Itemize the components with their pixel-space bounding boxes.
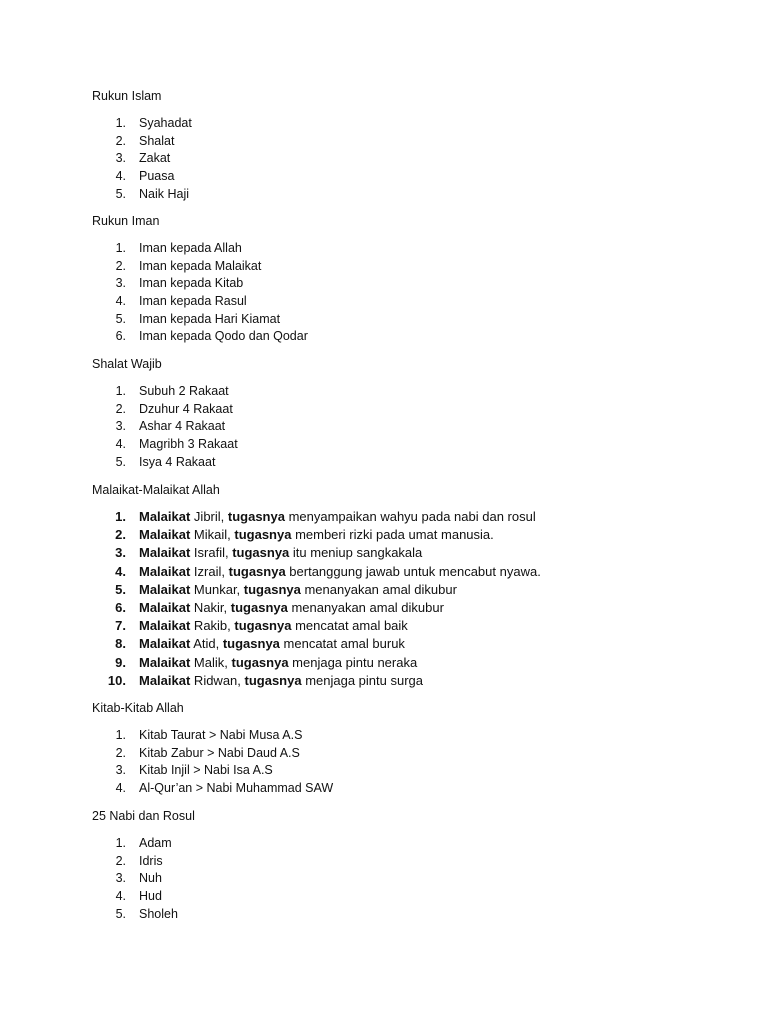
section-shalat-wajib: Shalat Wajib 1. Subuh 2 Rakaat 2. Dzuhur 4 Rakaat 3. Ashar 4 Rakaat 4. Magribh 3 Rakaat 5. Isya 4 Rakaat bbox=[92, 356, 732, 372]
section-heading: Shalat Wajib bbox=[92, 357, 162, 371]
section-heading: Malaikat-Malaikat Allah bbox=[92, 483, 220, 497]
section-nabi-rosul: 25 Nabi dan Rosul 1. Adam 2. Idris 3. Nuh 4. Hud 5. Sholeh bbox=[92, 808, 732, 824]
section-heading: Rukun Iman bbox=[92, 214, 160, 228]
section-rukun-islam: Rukun Islam 1. Syahadat 2. Shalat 3. Zakat 4. Puasa 5. Naik Haji bbox=[92, 88, 732, 104]
section-malaikat: Malaikat-Malaikat Allah 1. Malaikat Jibril, tugasnya menyampaikan wahyu pada nabi dan rosul 2. Malaikat Mikail, tugasnya memberi rizki pada umat manusia. 3. Malaikat Israfil, tugasnya itu meniup sangkakala 4. Malaikat Izrail, tugasnya bertanggung jawab untuk mencabut nyawa. 5. Malaikat Munkar, tugasnya menanyakan amal dikubur 6. Malaikat Nakir, tugasnya menanyakan amal dikubur 7. Malaikat Rakib, tugasnya mencatat amal baik 8. Malaikat Atid, tugasnya mencatat amal buruk 9. Malaikat Malik, tugasnya menjaga pintu neraka 10. Malaikat Ridwan, tugasnya menjaga pintu surga bbox=[92, 482, 732, 498]
section-heading: Kitab-Kitab Allah bbox=[92, 701, 184, 715]
section-heading: Rukun Islam bbox=[92, 89, 162, 103]
section-heading: 25 Nabi dan Rosul bbox=[92, 809, 195, 823]
section-rukun-iman: Rukun Iman 1. Iman kepada Allah 2. Iman kepada Malaikat 3. Iman kepada Kitab 4. Iman kepada Rasul 5. Iman kepada Hari Kiamat 6. Iman kepada Qodo dan Qodar bbox=[92, 213, 732, 229]
section-kitab: Kitab-Kitab Allah 1. Kitab Taurat > Nabi Musa A.S 2. Kitab Zabur > Nabi Daud A.S 3. Kitab Injil > Nabi Isa A.S 4. Al-Qur’an > Nabi Muhammad SAW bbox=[92, 700, 732, 716]
